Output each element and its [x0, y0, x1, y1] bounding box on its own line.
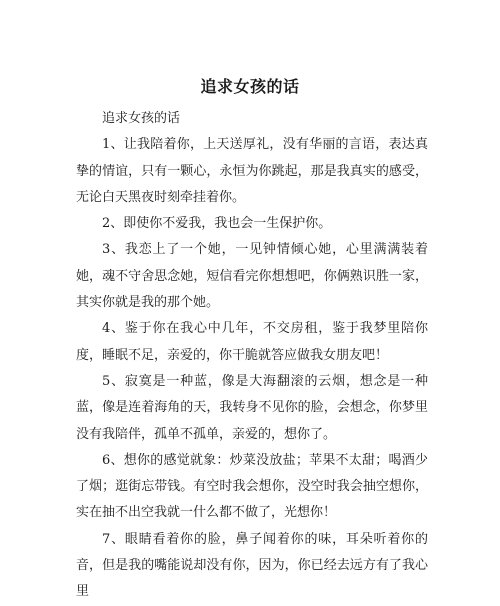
document-subtitle: 追求女孩的话	[102, 111, 181, 126]
paragraph-4: 4、鉴于你在我心中几年，不交房租，鉴于我梦里陪你度，睡眠不足，亲爱的，你干脆就答应做我女朋友吧！	[76, 321, 428, 363]
paragraph-5: 5、寂寞是一种蓝，像是大海翻滚的云烟，想念是一种蓝，像是连着海角的天，我转身不见你的脸，会想念，你梦里没有我陪伴，孤单不孤单，亲爱的，想你了。	[76, 373, 428, 442]
document-title: 追求女孩的话	[200, 77, 300, 96]
document-body	[76, 106, 428, 606]
paragraph-2: 2、即使你不爱我，我也会一生保护你。	[102, 216, 332, 232]
paragraph-3: 3、我恋上了一个她，一见钟情倾心她，心里满满装着她，魂不守舍思念她，短信看完你想想吧，你俩熟识胜一家，其实你就是我的那个她。	[76, 242, 428, 311]
paragraph-1: 1、让我陪着你，上天送厚礼，没有华丽的言语，表达真挚的情谊，只有一颗心，永恒为你跳起，那是我真实的感受，无论白天黑夜时刻牵挂着你。	[76, 137, 428, 205]
paragraph-7: 7、眼睛看着你的脸，鼻子闻着你的味，耳朵听着你的音，但是我的嘴能说却没有你，因为，你已经去远方有了我心里	[76, 531, 428, 600]
paragraph-6: 6、想你的感觉就象：炒菜没放盐；苹果不太甜；喝酒少了烟；逛街忘带钱。有空时我会想你，没空时我会抽空想你，实在抽不出空我就一什么都不做了，光想你！	[76, 452, 428, 521]
